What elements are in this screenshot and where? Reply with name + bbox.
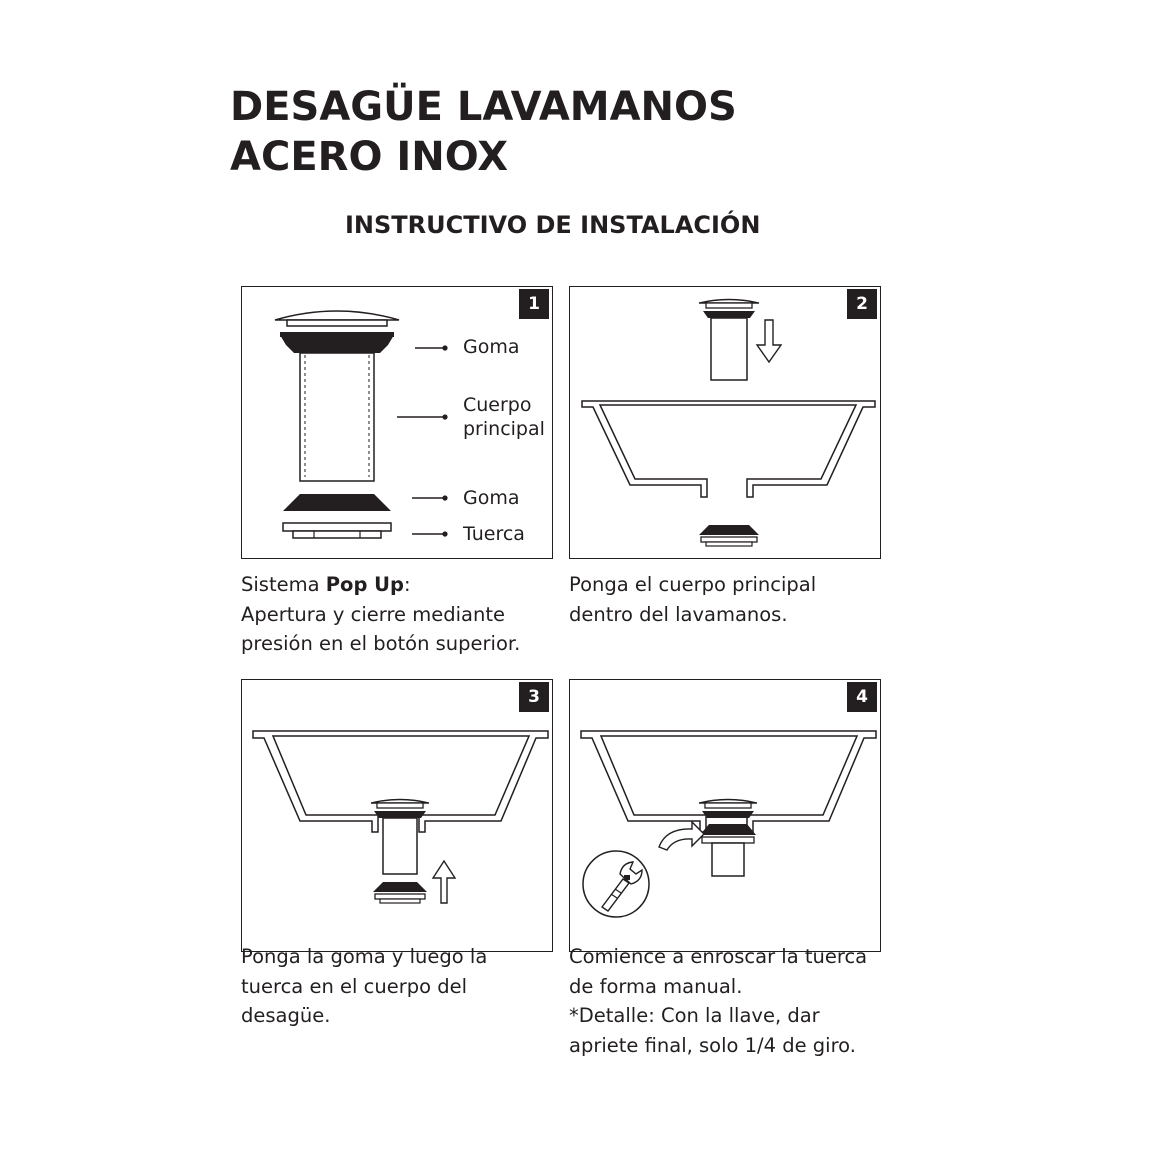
caption-1-prefix: Sistema: [241, 573, 326, 596]
caption-3-line3: desagüe.: [241, 1004, 331, 1027]
caption-4-line2: de forma manual.: [569, 974, 743, 998]
step-3-number: 3: [519, 682, 549, 712]
rotate-arrow-icon: [659, 822, 704, 850]
page-subtitle: INSTRUCTIVO DE INSTALACIÓN: [345, 211, 761, 239]
step-2-caption: [569, 570, 816, 629]
nut: [283, 523, 391, 531]
main-body: [711, 318, 747, 380]
caption-1-bold: Pop Up: [325, 573, 404, 596]
label-cuerpo-line2: principal: [463, 418, 545, 440]
step-2-panel: [569, 286, 881, 559]
caption-4-line4: apriete final, solo 1/4 de giro.: [569, 1033, 856, 1057]
caption-1-line2: Apertura y cierre mediante: [241, 602, 505, 626]
step-1-panel: [241, 286, 553, 559]
rubber-and-nut-diagram: [242, 680, 554, 953]
cap-stem: [287, 320, 387, 326]
arrow-down-icon: [757, 320, 781, 362]
tighten-nut-diagram: [570, 680, 882, 953]
main-body: [383, 818, 417, 874]
caption-3-line2: tuerca en el cuerpo del: [241, 974, 468, 998]
wrench-detail-icon: [583, 851, 649, 917]
top-rubber: [280, 335, 394, 353]
step-3-caption: [241, 942, 487, 1031]
step-4-panel: [569, 679, 881, 952]
step-1-number: 1: [519, 289, 549, 319]
bottom-rubber: [283, 494, 391, 511]
caption-1-line3: presión en el botón superior.: [241, 632, 521, 655]
step-4-number: 4: [847, 682, 877, 712]
step-4-caption: [569, 942, 867, 1060]
step-3-panel: [241, 679, 553, 952]
arrow-up-icon: [433, 861, 455, 903]
step-1-caption: [241, 570, 520, 659]
page-title: [230, 82, 737, 182]
body-into-basin-diagram: [570, 287, 882, 560]
caption-2-line2: dentro del lavamanos.: [569, 602, 788, 626]
basin: [582, 401, 875, 497]
cap-dome: [275, 311, 399, 320]
caption-2-line1: Ponga el cuerpo principal: [569, 573, 817, 596]
step-2-number: 2: [847, 289, 877, 319]
title-line-2: ACERO INOX: [230, 134, 509, 180]
label-cuerpo-line1: Cuerpo: [463, 394, 532, 416]
label-goma-top: Goma: [463, 336, 520, 358]
caption-4-line3: *Detalle: Con la llave, dar: [569, 1004, 820, 1027]
caption-1-suffix: :: [403, 573, 411, 596]
label-goma-bottom: Goma: [463, 487, 520, 509]
main-body: [712, 843, 744, 876]
title-line-1: DESAGÜE LAVAMANOS: [230, 84, 737, 130]
main-body: [300, 353, 374, 481]
caption-4-line1: Comience a enroscar la tuerca: [569, 945, 868, 968]
label-tuerca: Tuerca: [463, 523, 525, 545]
caption-3-line1: Ponga la goma y luego la: [241, 945, 488, 968]
